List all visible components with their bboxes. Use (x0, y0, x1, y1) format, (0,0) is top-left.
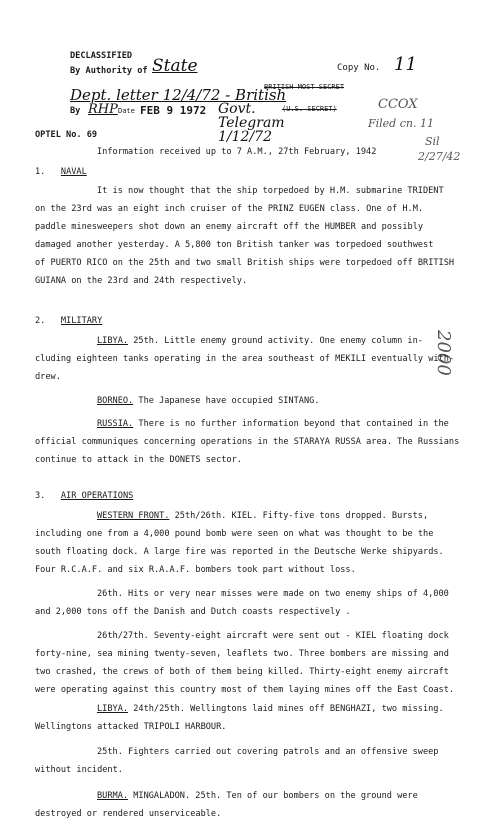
declassified-stamp: DECLASSIFIED (70, 51, 133, 61)
naval-line: on the 23rd was an eight inch cruiser of the PRINZ EUGEN class. One of H.M. (35, 204, 424, 214)
section-heading-naval: 1. NAVAL (35, 167, 87, 177)
authority-value: State (152, 56, 198, 76)
dept-letter-note: Dept. letter 12/4/72 - British (70, 86, 287, 104)
air-western-line: including one from a 4,000 pound bomb were seen on what was thought to be the (35, 529, 434, 539)
section-heading-air: 3. AIR OPERATIONS (35, 491, 134, 501)
intro-line: Information received up to 7 A.M., 27th February, 1942 (97, 147, 377, 157)
air-25th-line: 25th. Fighters carried out covering patrols and an offensive sweep (97, 747, 439, 757)
air-western-line: WESTERN FRONT. 25th/26th. KIEL. Fifty-five tons dropped. Bursts, (97, 511, 429, 521)
date-label: Date (118, 107, 135, 115)
military-borneo-line: BORNEO. The Japanese have occupied SINTANG. (97, 396, 320, 406)
naval-line: GUIANA on the 23rd and 24th respectively. (35, 276, 248, 286)
side-note: 2000 (433, 330, 454, 376)
optel-number: OPTEL No. 69 (35, 130, 98, 140)
military-russia-line: RUSSIA. There is no further information beyond that contained in the (97, 419, 449, 429)
air-libya-line: Wellingtons attacked TRIPOLI HARBOUR. (35, 722, 227, 732)
air-libya-line: LIBYA. 24th/25th. Wellingtons laid mines off BENGHAZI, two missing. (97, 704, 444, 714)
military-russia-line: official communiques concerning operations in the STARAYA RUSSA area. The Russians (35, 437, 460, 447)
naval-line: paddle minesweepers shot down an enemy aircraft off the HUMBER and possibly (35, 222, 424, 232)
margin-note-1: CCOX (378, 97, 418, 112)
govt-telegram-note: Govt. Telegram 1/12/72 (218, 101, 285, 145)
military-libya-line: drew. (35, 372, 61, 382)
authority-label: By Authority of (70, 66, 148, 76)
margin-note-4: Sil (425, 135, 440, 148)
margin-note-2: Filed cn. 11 (368, 117, 434, 130)
air-burma-line: BURMA. MINGALADON. 25th. Ten of our bombers on the ground were (97, 791, 418, 801)
air-26th-line: 26th. Hits or very near misses were made on two enemy ships of 4,000 (97, 589, 449, 599)
naval-line: It is now thought that the ship torpedoed by H.M. submarine TRIDENT (97, 186, 444, 196)
air-2627-line: 26th/27th. Seventy-eight aircraft were sent out - KIEL floating dock (97, 631, 449, 641)
section-heading-military: 2. MILITARY (35, 316, 103, 326)
by-initials: RHP (88, 102, 118, 117)
military-libya-line: cluding eighteen tanks operating in the area southeast of MEKILI eventually with- (35, 354, 455, 364)
air-2627-line: forty-nine, sea mining twenty-seven, leaflets two. Three bombers are missing and (35, 649, 449, 659)
redacted-classification: BRITISH MOST SECRET (264, 83, 345, 91)
air-25th-line: without incident. (35, 765, 123, 775)
date-value: FEB 9 1972 (140, 104, 207, 117)
air-burma-line: destroyed or rendered unserviceable. (35, 809, 222, 819)
air-2627-line: two crashed, the crews of both of them being killed. Thirty-eight enemy aircraft (35, 667, 449, 677)
military-russia-line: continue to attack in the DONETS sector. (35, 455, 242, 465)
air-2627-line: were operating against this country most of them laying mines off the East Coast. (35, 685, 455, 695)
military-libya-line: LIBYA. 25th. Little enemy ground activity. One enemy column in- (97, 336, 423, 346)
by-label: By (70, 106, 81, 116)
copy-number: 11 (394, 54, 417, 75)
naval-line: of PUERTO RICO on the 25th and two small British ships were torpedoed off BRITISH (35, 258, 455, 268)
copy-label: Copy No. (337, 63, 381, 73)
redacted-classification-us: (U.S. SECRET) (282, 105, 337, 113)
air-western-line: south floating dock. A large fire was reported in the Deutsche Werke shipyards. (35, 547, 444, 557)
margin-note-3: 2/27/42 (418, 150, 461, 163)
naval-line: damaged another yesterday. A 5,800 ton British tanker was torpedoed southwest (35, 240, 434, 250)
air-western-line: Four R.C.A.F. and six R.A.A.F. bombers took part without loss. (35, 565, 356, 575)
air-26th-line: and 2,000 tons off the Danish and Dutch coasts respectively . (35, 607, 351, 617)
